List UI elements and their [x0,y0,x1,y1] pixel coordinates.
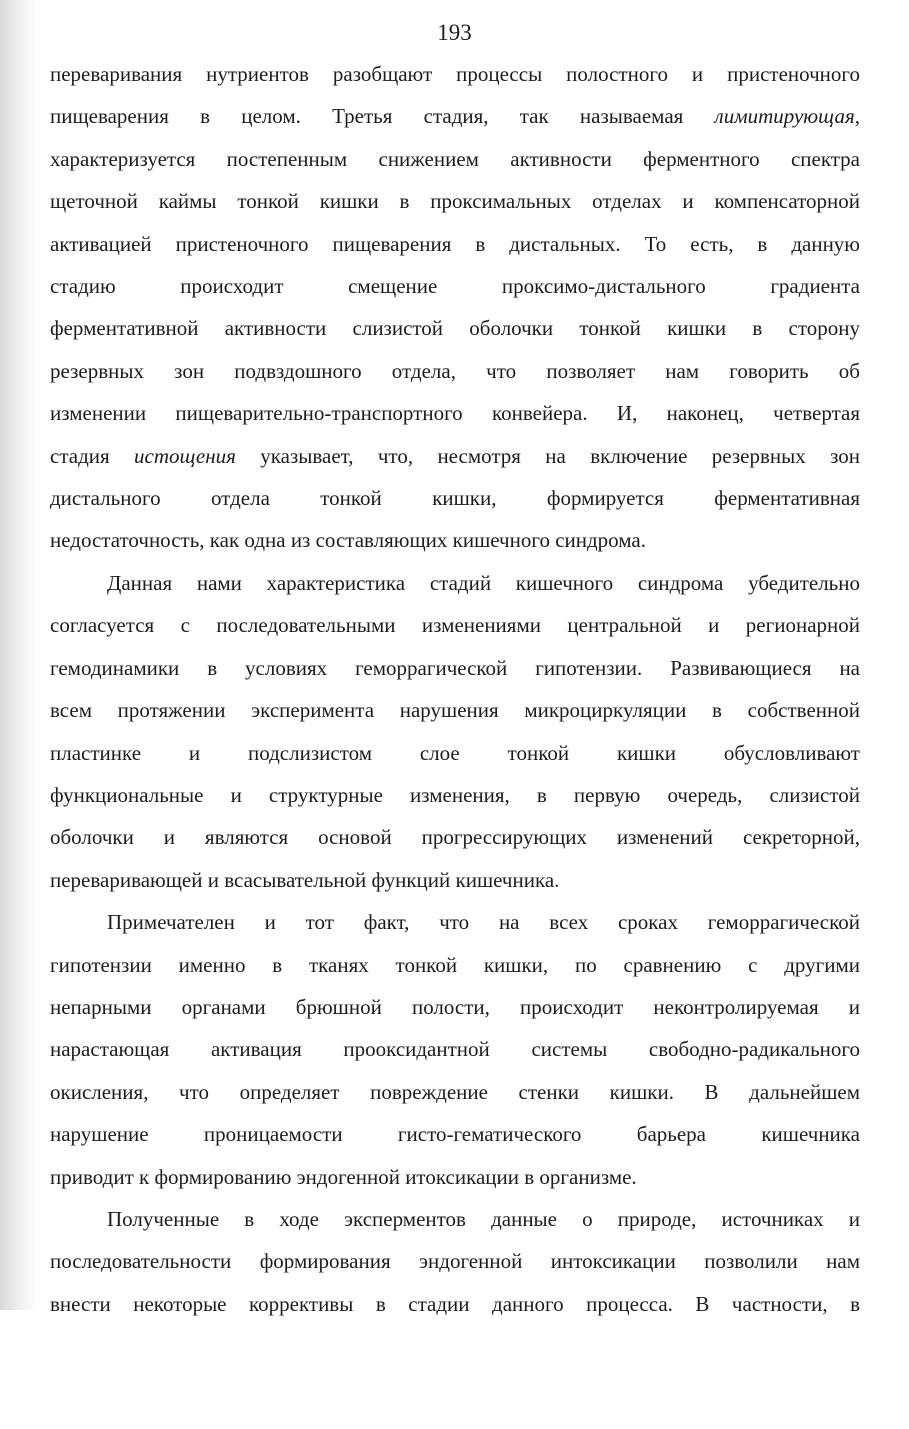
text-line: ферментативной активности слизистой оболочки тонкой кишки в сторону [50,316,860,341]
text-line: пищеварения в целом. Третья стадия, так называемая лимитирующая, [50,104,860,129]
text-line: пластинке и подслизистом слое тонкой кишки обусловливают [50,740,860,765]
paragraph-1 [50,53,860,562]
italic-term: лимитирующая, [714,104,860,129]
text-line: окисления, что определяет повреждение стенки кишки. В дальнейшем [50,1079,860,1104]
text-line: оболочки и являются основой прогрессирующих изменений секреторной, [50,825,860,850]
text-line: переваривающей и всасывательной функций кишечника. [50,867,560,892]
text-line: функциональные и структурные изменения, в первую очередь, слизистой [50,782,860,807]
text-line: дистального отдела тонкой кишки, формируется ферментативная [50,486,860,511]
body-text [50,53,860,1325]
italic-term: истощения [134,443,236,468]
text-line: гемодинамики в условиях геморрагической гипотензии. Развивающиеся на [50,655,860,680]
text-line: внести некоторые коррективы в стадии данного процесса. В частности, в [50,1291,860,1316]
text-line: нарастающая активация прооксидантной системы свободно-радикального [50,1037,860,1062]
text-line: приводит к формированию эндогенной итоксикации в организме. [50,1164,637,1189]
text-line: изменении пищеварительно-транспортного конвейера. И, наконец, четвертая [50,401,860,426]
text-line: Примечателен и тот факт, что на всех сроках геморрагической [107,910,860,935]
text-line: недостаточность, как одна из составляющих кишечного синдрома. [50,528,646,553]
text-line: активацией пристеночного пищеварения в дистальных. То есть, в данную [50,231,860,256]
page-number: 193 [437,20,472,45]
text-line: последовательности формирования эндогенной интоксикации позволили нам [50,1249,860,1274]
paragraph-3 [50,901,860,1198]
text-line: стадия истощения указывает, что, несмотря на включение резервных зон [50,443,860,468]
text-line: гипотензии именно в тканях тонкой кишки, по сравнению с другими [50,952,860,977]
scan-edge-shadow [0,0,38,1310]
text-line: переваривания нутриентов разобщают процессы полостного и пристеночного [50,62,860,86]
text-line: резервных зон подвздошного отдела, что позволяет нам говорить об [50,358,860,383]
paragraph-2 [50,562,860,901]
text-line: щеточной каймы тонкой кишки в проксимальных отделах и компенсаторной [50,189,860,214]
paragraph-4 [50,1198,860,1325]
text-line: стадию происходит смещение проксимо-дистального градиента [50,274,860,299]
text-line: Полученные в ходе эксперментов данные о природе, источниках и [107,1206,860,1231]
text-line: характеризуется постепенным снижением активности ферментного спектра [50,146,860,171]
text-line: всем протяжении эксперимента нарушения микроциркуляции в собственной [50,698,860,723]
text-line: согласуется с последовательными изменениями центральной и регионарной [50,613,860,638]
text-line: Данная нами характеристика стадий кишечного синдрома убедительно [107,570,860,595]
text-line: нарушение проницаемости гисто-гематического барьера кишечника [50,1122,860,1147]
text-line: непарными органами брюшной полости, происходит неконтролируемая и [50,994,860,1019]
